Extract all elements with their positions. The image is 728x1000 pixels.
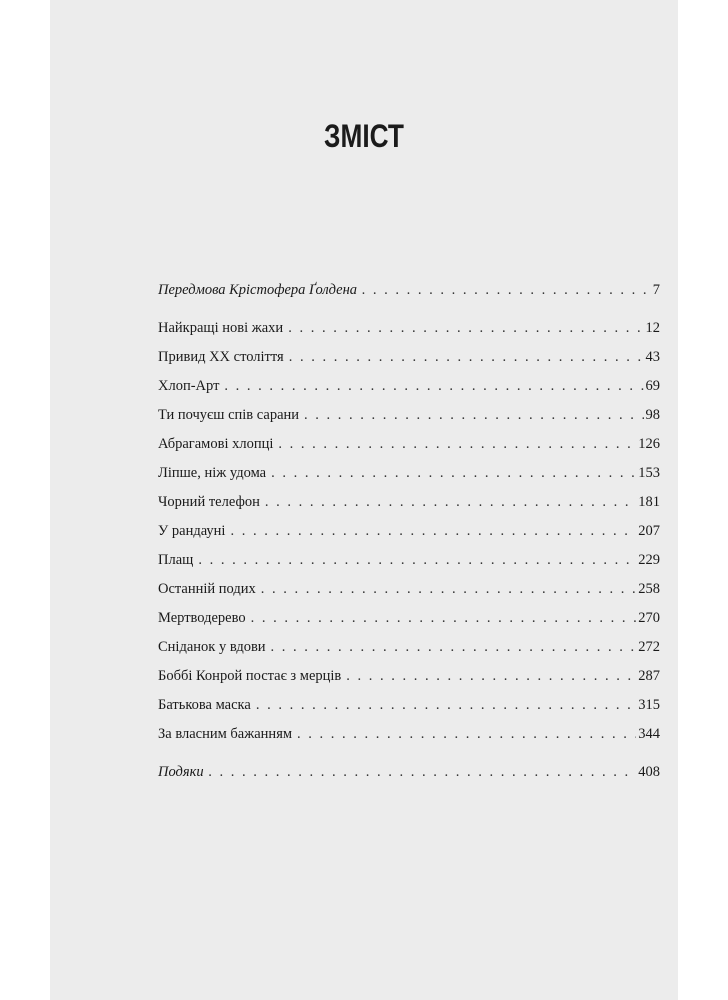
toc-entry bbox=[158, 349, 660, 378]
toc-dot-leader bbox=[256, 697, 636, 714]
toc-entry-page: 229 bbox=[638, 552, 660, 568]
toc-dot-leader bbox=[265, 494, 636, 511]
toc-entry-label: Подяки bbox=[158, 764, 204, 780]
toc-entry-label: Останній подих bbox=[158, 581, 256, 597]
toc-entry-label: Ти почуєш спів сарани bbox=[158, 407, 300, 423]
page-title: ЗМІСТ bbox=[324, 118, 404, 154]
toc-dot-leader bbox=[230, 523, 636, 540]
toc-entry-page: 43 bbox=[645, 349, 660, 365]
toc-dot-leader bbox=[261, 581, 636, 598]
toc-entry bbox=[158, 668, 660, 697]
toc-entry-page: 344 bbox=[638, 726, 660, 742]
toc-entry-label: Привид ХХ століття bbox=[158, 349, 284, 365]
toc-entry-label: Мертводерево bbox=[158, 610, 246, 626]
toc-entry-label: Найкращі нові жахи bbox=[158, 320, 284, 336]
toc-entry bbox=[158, 639, 660, 668]
toc-entry bbox=[158, 552, 660, 581]
toc-entry-page: 272 bbox=[638, 639, 660, 655]
toc-entry-page: 287 bbox=[638, 668, 660, 684]
toc-entry bbox=[158, 407, 660, 436]
toc-dot-leader bbox=[209, 764, 637, 781]
toc-entry bbox=[158, 320, 660, 349]
toc-dot-leader bbox=[362, 282, 651, 299]
toc-entry bbox=[158, 610, 660, 639]
toc-entry bbox=[158, 465, 660, 494]
toc-entry-page: 315 bbox=[638, 697, 660, 713]
toc-entry-label: Сніданок у вдови bbox=[158, 639, 266, 655]
toc-entry-label: Плащ bbox=[158, 552, 194, 568]
toc-entry-page: 7 bbox=[652, 282, 660, 298]
toc-entry-page: 408 bbox=[638, 764, 660, 780]
toc-entry bbox=[158, 494, 660, 523]
toc-entry-label: Передмова Крістофера Ґолдена bbox=[158, 282, 358, 298]
toc-dot-leader bbox=[288, 320, 643, 337]
toc-entry-label: Боббі Конрой постає з мерців bbox=[158, 668, 342, 684]
toc-entry-page: 181 bbox=[638, 494, 660, 510]
toc-entry bbox=[158, 436, 660, 465]
toc-dot-leader bbox=[297, 726, 636, 743]
toc-entry-preface bbox=[158, 282, 660, 311]
toc-entry-page: 270 bbox=[638, 610, 660, 626]
toc-entry bbox=[158, 523, 660, 552]
book-page bbox=[50, 0, 678, 1000]
toc-entry bbox=[158, 378, 660, 407]
toc-dot-leader bbox=[278, 436, 636, 453]
toc-dot-leader bbox=[271, 465, 636, 482]
toc-entry bbox=[158, 697, 660, 726]
toc-entry-page: 207 bbox=[638, 523, 660, 539]
toc-dot-leader bbox=[198, 552, 636, 569]
toc-entry-page: 69 bbox=[645, 378, 660, 394]
toc-entry bbox=[158, 726, 660, 755]
toc-entry-page: 126 bbox=[638, 436, 660, 452]
toc-entry-label: За власним бажанням bbox=[158, 726, 293, 742]
toc-dot-leader bbox=[304, 407, 643, 424]
toc-entry-label: Ліпше, ніж удома bbox=[158, 465, 267, 481]
toc-entry-page: 153 bbox=[638, 465, 660, 481]
toc-dot-leader bbox=[346, 668, 636, 685]
toc-entry-label: Батькова маска bbox=[158, 697, 251, 713]
table-of-contents bbox=[158, 282, 660, 793]
toc-entry-page: 12 bbox=[645, 320, 660, 336]
toc-entry-label: Чорний телефон bbox=[158, 494, 260, 510]
toc-entry-page: 98 bbox=[645, 407, 660, 423]
toc-entry-label: Хлоп-Арт bbox=[158, 378, 220, 394]
toc-dot-leader bbox=[271, 639, 637, 656]
toc-entry-label: У рандауні bbox=[158, 523, 226, 539]
toc-entry bbox=[158, 581, 660, 610]
toc-entry-label: Абрагамові хлопці bbox=[158, 436, 274, 452]
toc-entry-page: 258 bbox=[638, 581, 660, 597]
toc-dot-leader bbox=[251, 610, 637, 627]
toc-entry-acknowledgements bbox=[158, 764, 660, 793]
toc-dot-leader bbox=[289, 349, 644, 366]
toc-dot-leader bbox=[224, 378, 643, 395]
